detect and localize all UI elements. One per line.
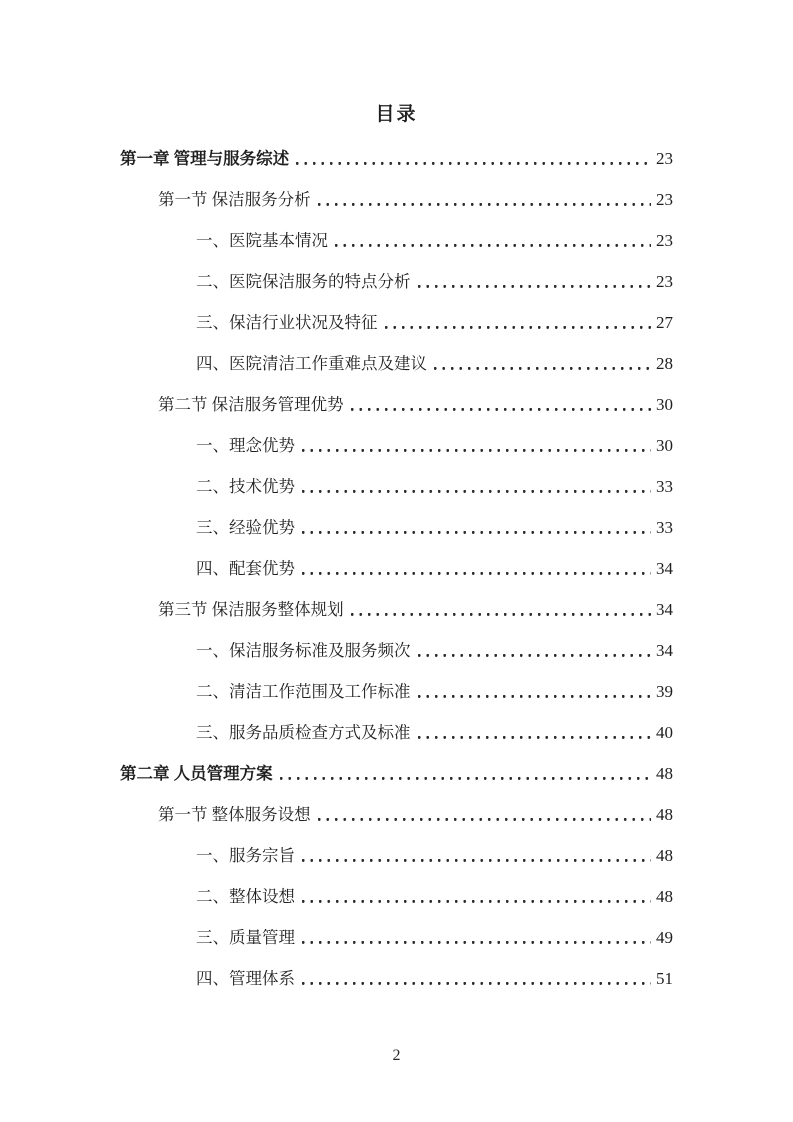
toc-leader-dots xyxy=(318,191,651,208)
toc-leader-dots xyxy=(418,683,652,700)
toc-leader-dots xyxy=(302,970,651,987)
toc-entry[interactable] xyxy=(120,191,673,232)
toc-entry[interactable] xyxy=(120,929,673,970)
toc-entry-page: 34 xyxy=(656,600,673,619)
toc-entry-label: 二、技术优势 xyxy=(196,477,295,496)
toc-entry-page: 51 xyxy=(656,969,673,988)
toc-entry-page: 23 xyxy=(656,149,673,168)
toc-entry[interactable] xyxy=(120,806,673,847)
toc-entry[interactable] xyxy=(120,519,673,560)
toc-leader-dots xyxy=(335,232,651,249)
footer-page-number: 2 xyxy=(392,1047,401,1064)
toc-leader-dots xyxy=(302,847,651,864)
toc-leader-dots xyxy=(434,355,651,372)
toc-entry[interactable] xyxy=(120,560,673,601)
toc-entry-page: 48 xyxy=(656,805,673,824)
toc-entry-label: 三、质量管理 xyxy=(196,928,295,947)
toc-entry[interactable] xyxy=(120,273,673,314)
toc-entry-page: 48 xyxy=(656,887,673,906)
toc-entry[interactable] xyxy=(120,355,673,396)
toc-entry[interactable] xyxy=(120,847,673,888)
toc-entry[interactable] xyxy=(120,150,673,191)
toc-leader-dots xyxy=(351,396,651,413)
toc-leader-dots xyxy=(418,724,652,741)
toc-entry-label: 第一节 整体服务设想 xyxy=(158,805,311,824)
toc-leader-dots xyxy=(351,601,651,618)
toc-leader-dots xyxy=(418,273,652,290)
toc-entry-page: 39 xyxy=(656,682,673,701)
toc-entry-page: 23 xyxy=(656,190,673,209)
toc-leader-dots xyxy=(302,437,651,454)
toc-leader-dots xyxy=(302,478,651,495)
toc-entry-label: 二、医院保洁服务的特点分析 xyxy=(196,272,411,291)
toc-leader-dots xyxy=(302,519,651,536)
toc-entry-page: 48 xyxy=(656,764,673,783)
toc-entry[interactable] xyxy=(120,683,673,724)
toc-entry-label: 第一节 保洁服务分析 xyxy=(158,190,311,209)
toc-entry-label: 三、服务品质检查方式及标准 xyxy=(196,723,411,742)
toc-entry-page: 33 xyxy=(656,518,673,537)
toc-entry[interactable] xyxy=(120,888,673,929)
toc-leader-dots xyxy=(302,888,651,905)
toc-entry-label: 二、整体设想 xyxy=(196,887,295,906)
toc-entry-page: 33 xyxy=(656,477,673,496)
toc-entry-label: 一、保洁服务标准及服务频次 xyxy=(196,641,411,660)
toc-entry-label: 一、理念优势 xyxy=(196,436,295,455)
toc-entry-page: 28 xyxy=(656,354,673,373)
toc-entry[interactable] xyxy=(120,437,673,478)
toc-entry[interactable] xyxy=(120,970,673,1011)
toc-entry-page: 23 xyxy=(656,231,673,250)
toc-entry-page: 30 xyxy=(656,395,673,414)
toc-entry-page: 34 xyxy=(656,559,673,578)
toc-entry-label: 二、清洁工作范围及工作标准 xyxy=(196,682,411,701)
toc-title: 目录 xyxy=(375,104,418,125)
toc-entry-label: 第二章 人员管理方案 xyxy=(120,764,273,783)
toc-entry-label: 一、医院基本情况 xyxy=(196,231,328,250)
toc-leader-dots xyxy=(385,314,652,331)
toc-entry-label: 四、配套优势 xyxy=(196,559,295,578)
toc-entry-page: 49 xyxy=(656,928,673,947)
toc-entry-label: 第三节 保洁服务整体规划 xyxy=(158,600,344,619)
toc-leader-dots xyxy=(302,560,651,577)
toc-leader-dots xyxy=(318,806,651,823)
toc-entry[interactable] xyxy=(120,724,673,765)
toc-entry-label: 第一章 管理与服务综述 xyxy=(120,149,290,168)
toc-entry[interactable] xyxy=(120,765,673,806)
toc-leader-dots xyxy=(418,642,652,659)
toc-entry-page: 27 xyxy=(656,313,673,332)
toc-leader-dots xyxy=(296,150,651,167)
toc-entry-page: 40 xyxy=(656,723,673,742)
toc-entry-page: 23 xyxy=(656,272,673,291)
toc-entry-label: 三、保洁行业状况及特征 xyxy=(196,313,378,332)
toc-entry-page: 30 xyxy=(656,436,673,455)
toc-entry-page: 34 xyxy=(656,641,673,660)
toc-entry[interactable] xyxy=(120,601,673,642)
toc-entry-page: 48 xyxy=(656,846,673,865)
toc-entry[interactable] xyxy=(120,314,673,355)
toc-entry-label: 三、经验优势 xyxy=(196,518,295,537)
toc-entry[interactable] xyxy=(120,478,673,519)
toc-entry[interactable] xyxy=(120,396,673,437)
table-of-contents xyxy=(120,150,673,1011)
toc-entry[interactable] xyxy=(120,642,673,683)
toc-entry[interactable] xyxy=(120,232,673,273)
toc-leader-dots xyxy=(302,929,651,946)
toc-entry-label: 第二节 保洁服务管理优势 xyxy=(158,395,344,414)
toc-entry-label: 四、管理体系 xyxy=(196,969,295,988)
toc-leader-dots xyxy=(280,765,651,782)
toc-entry-label: 一、服务宗旨 xyxy=(196,846,295,865)
toc-entry-label: 四、医院清洁工作重难点及建议 xyxy=(196,354,427,373)
